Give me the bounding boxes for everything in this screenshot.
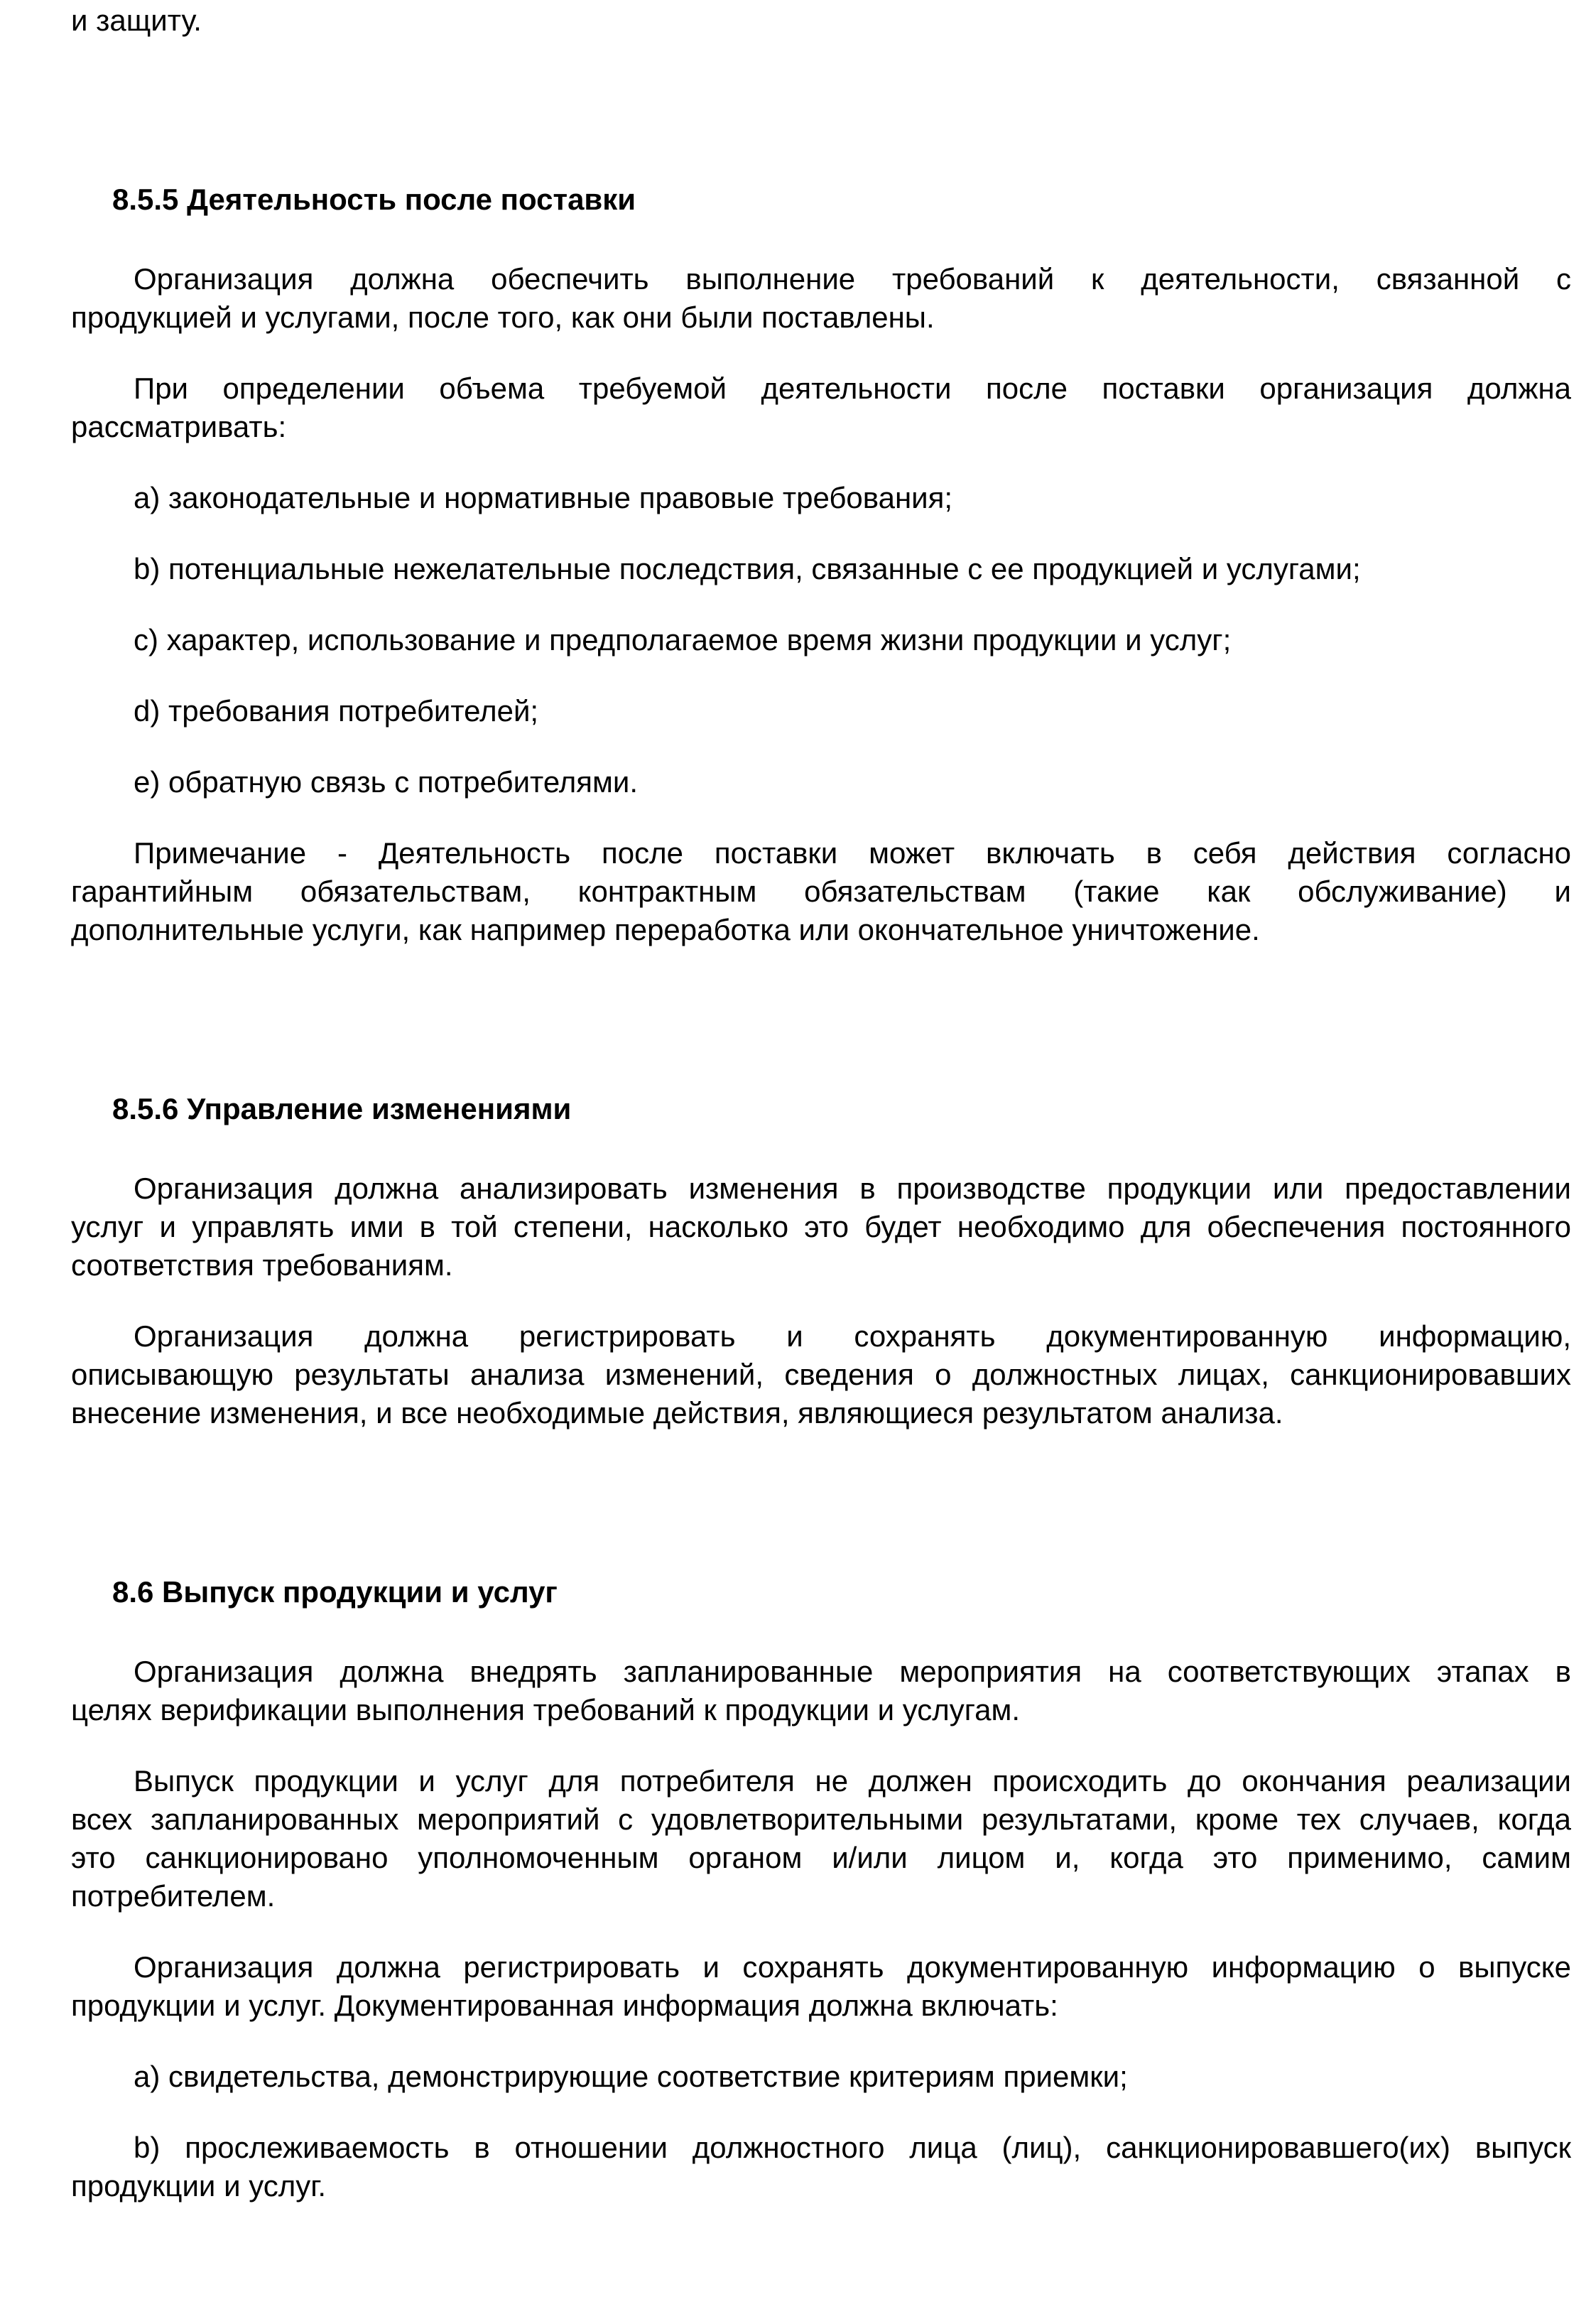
paragraph-line: и защиту. <box>71 4 202 37</box>
paragraph <box>71 1948 1571 2025</box>
heading-text: 8.5.6 Управление изменениями <box>112 1092 572 1125</box>
list-item-line: b) прослеживаемость в отношении должностного лица (лиц), санкционировавшего(их) выпуск <box>134 2131 1571 2164</box>
paragraph-continuation <box>71 1 1571 40</box>
list-item-b <box>71 550 1571 588</box>
note-paragraph <box>71 834 1571 949</box>
paragraph <box>71 1653 1571 1729</box>
list-item-line: a) законодательные и нормативные правовые требования; <box>134 481 953 514</box>
heading-8-5-5 <box>112 180 1571 219</box>
paragraph <box>71 260 1571 337</box>
list-item-d <box>71 692 1571 730</box>
heading-text: 8.5.5 Деятельность после поставки <box>112 183 636 216</box>
paragraph-line: всех запланированных мероприятий с удовлетворительными результатами, кроме тех случаев, когда <box>71 1803 1571 1836</box>
paragraph-line: рассматривать: <box>71 410 287 443</box>
heading-text: 8.6 Выпуск продукции и услуг <box>112 1575 558 1609</box>
note-line: дополнительные услуги, как например переработка или окончательное уничтожение. <box>71 913 1260 946</box>
paragraph <box>71 369 1571 446</box>
paragraph-line: продукцией и услугами, после того, как они были поставлены. <box>71 301 935 334</box>
paragraph-line: Организация должна регистрировать и сохранять документированную информацию, <box>134 1319 1571 1353</box>
paragraph-line: это санкционировано уполномоченным органом и/или лицом и, когда это применимо, самим <box>71 1841 1571 1874</box>
paragraph <box>71 1169 1571 1285</box>
list-item-c <box>71 621 1571 659</box>
paragraph-line: Организация должна анализировать изменения в производстве продукции или предоставлении <box>134 1172 1571 1205</box>
paragraph-line: Выпуск продукции и услуг для потребителя не должен происходить до окончания реализации <box>134 1764 1571 1798</box>
paragraph-line: услуг и управлять ими в той степени, насколько это будет необходимо для обеспечения постоянного <box>71 1210 1571 1243</box>
list-item-line: b) потенциальные нежелательные последствия, связанные с ее продукцией и услугами; <box>134 552 1361 585</box>
paragraph <box>71 1317 1571 1432</box>
paragraph-line: соответствия требованиям. <box>71 1248 453 1282</box>
list-item-b2 <box>71 2129 1571 2205</box>
list-item-line: c) характер, использование и предполагаемое время жизни продукции и услуг; <box>134 623 1232 656</box>
list-item-a <box>71 479 1571 517</box>
list-item-e <box>71 763 1571 801</box>
list-item-line: продукции и услуг. <box>71 2169 327 2203</box>
note-line: гарантийным обязательствам, контрактным обязательствам (такие как обслуживание) и <box>71 875 1571 908</box>
paragraph-line: Организация должна внедрять запланированные мероприятия на соответствующих этапах в <box>134 1655 1571 1688</box>
paragraph-line: Организация должна обеспечить выполнение требований к деятельности, связанной с <box>134 262 1571 296</box>
paragraph-line: При определении объема требуемой деятельности после поставки организация должна <box>134 372 1571 405</box>
paragraph-line: потребителем. <box>71 1879 276 1913</box>
paragraph-line: целях верификации выполнения требований к продукции и услугам. <box>71 1693 1021 1726</box>
list-item-line: e) обратную связь с потребителями. <box>134 765 639 799</box>
note-line: Примечание - Деятельность после поставки может включать в себя действия согласно <box>134 836 1571 870</box>
list-item-a2 <box>71 2058 1571 2096</box>
paragraph-line: описывающую результаты анализа изменений, сведения о должностных лицах, санкционировавших <box>71 1358 1571 1391</box>
paragraph-line: Организация должна регистрировать и сохранять документированную информацию о выпуске <box>134 1950 1571 1984</box>
list-item-line: d) требования потребителей; <box>134 694 539 728</box>
paragraph <box>71 1762 1571 1915</box>
heading-8-5-6 <box>112 1090 1571 1128</box>
paragraph-line: продукции и услуг. Документированная информация должна включать: <box>71 1989 1058 2022</box>
heading-8-6 <box>112 1573 1571 1611</box>
list-item-line: a) свидетельства, демонстрирующие соответствие критериям приемки; <box>134 2060 1128 2093</box>
paragraph-line: внесение изменения, и все необходимые действия, являющиеся результатом анализа. <box>71 1396 1283 1429</box>
